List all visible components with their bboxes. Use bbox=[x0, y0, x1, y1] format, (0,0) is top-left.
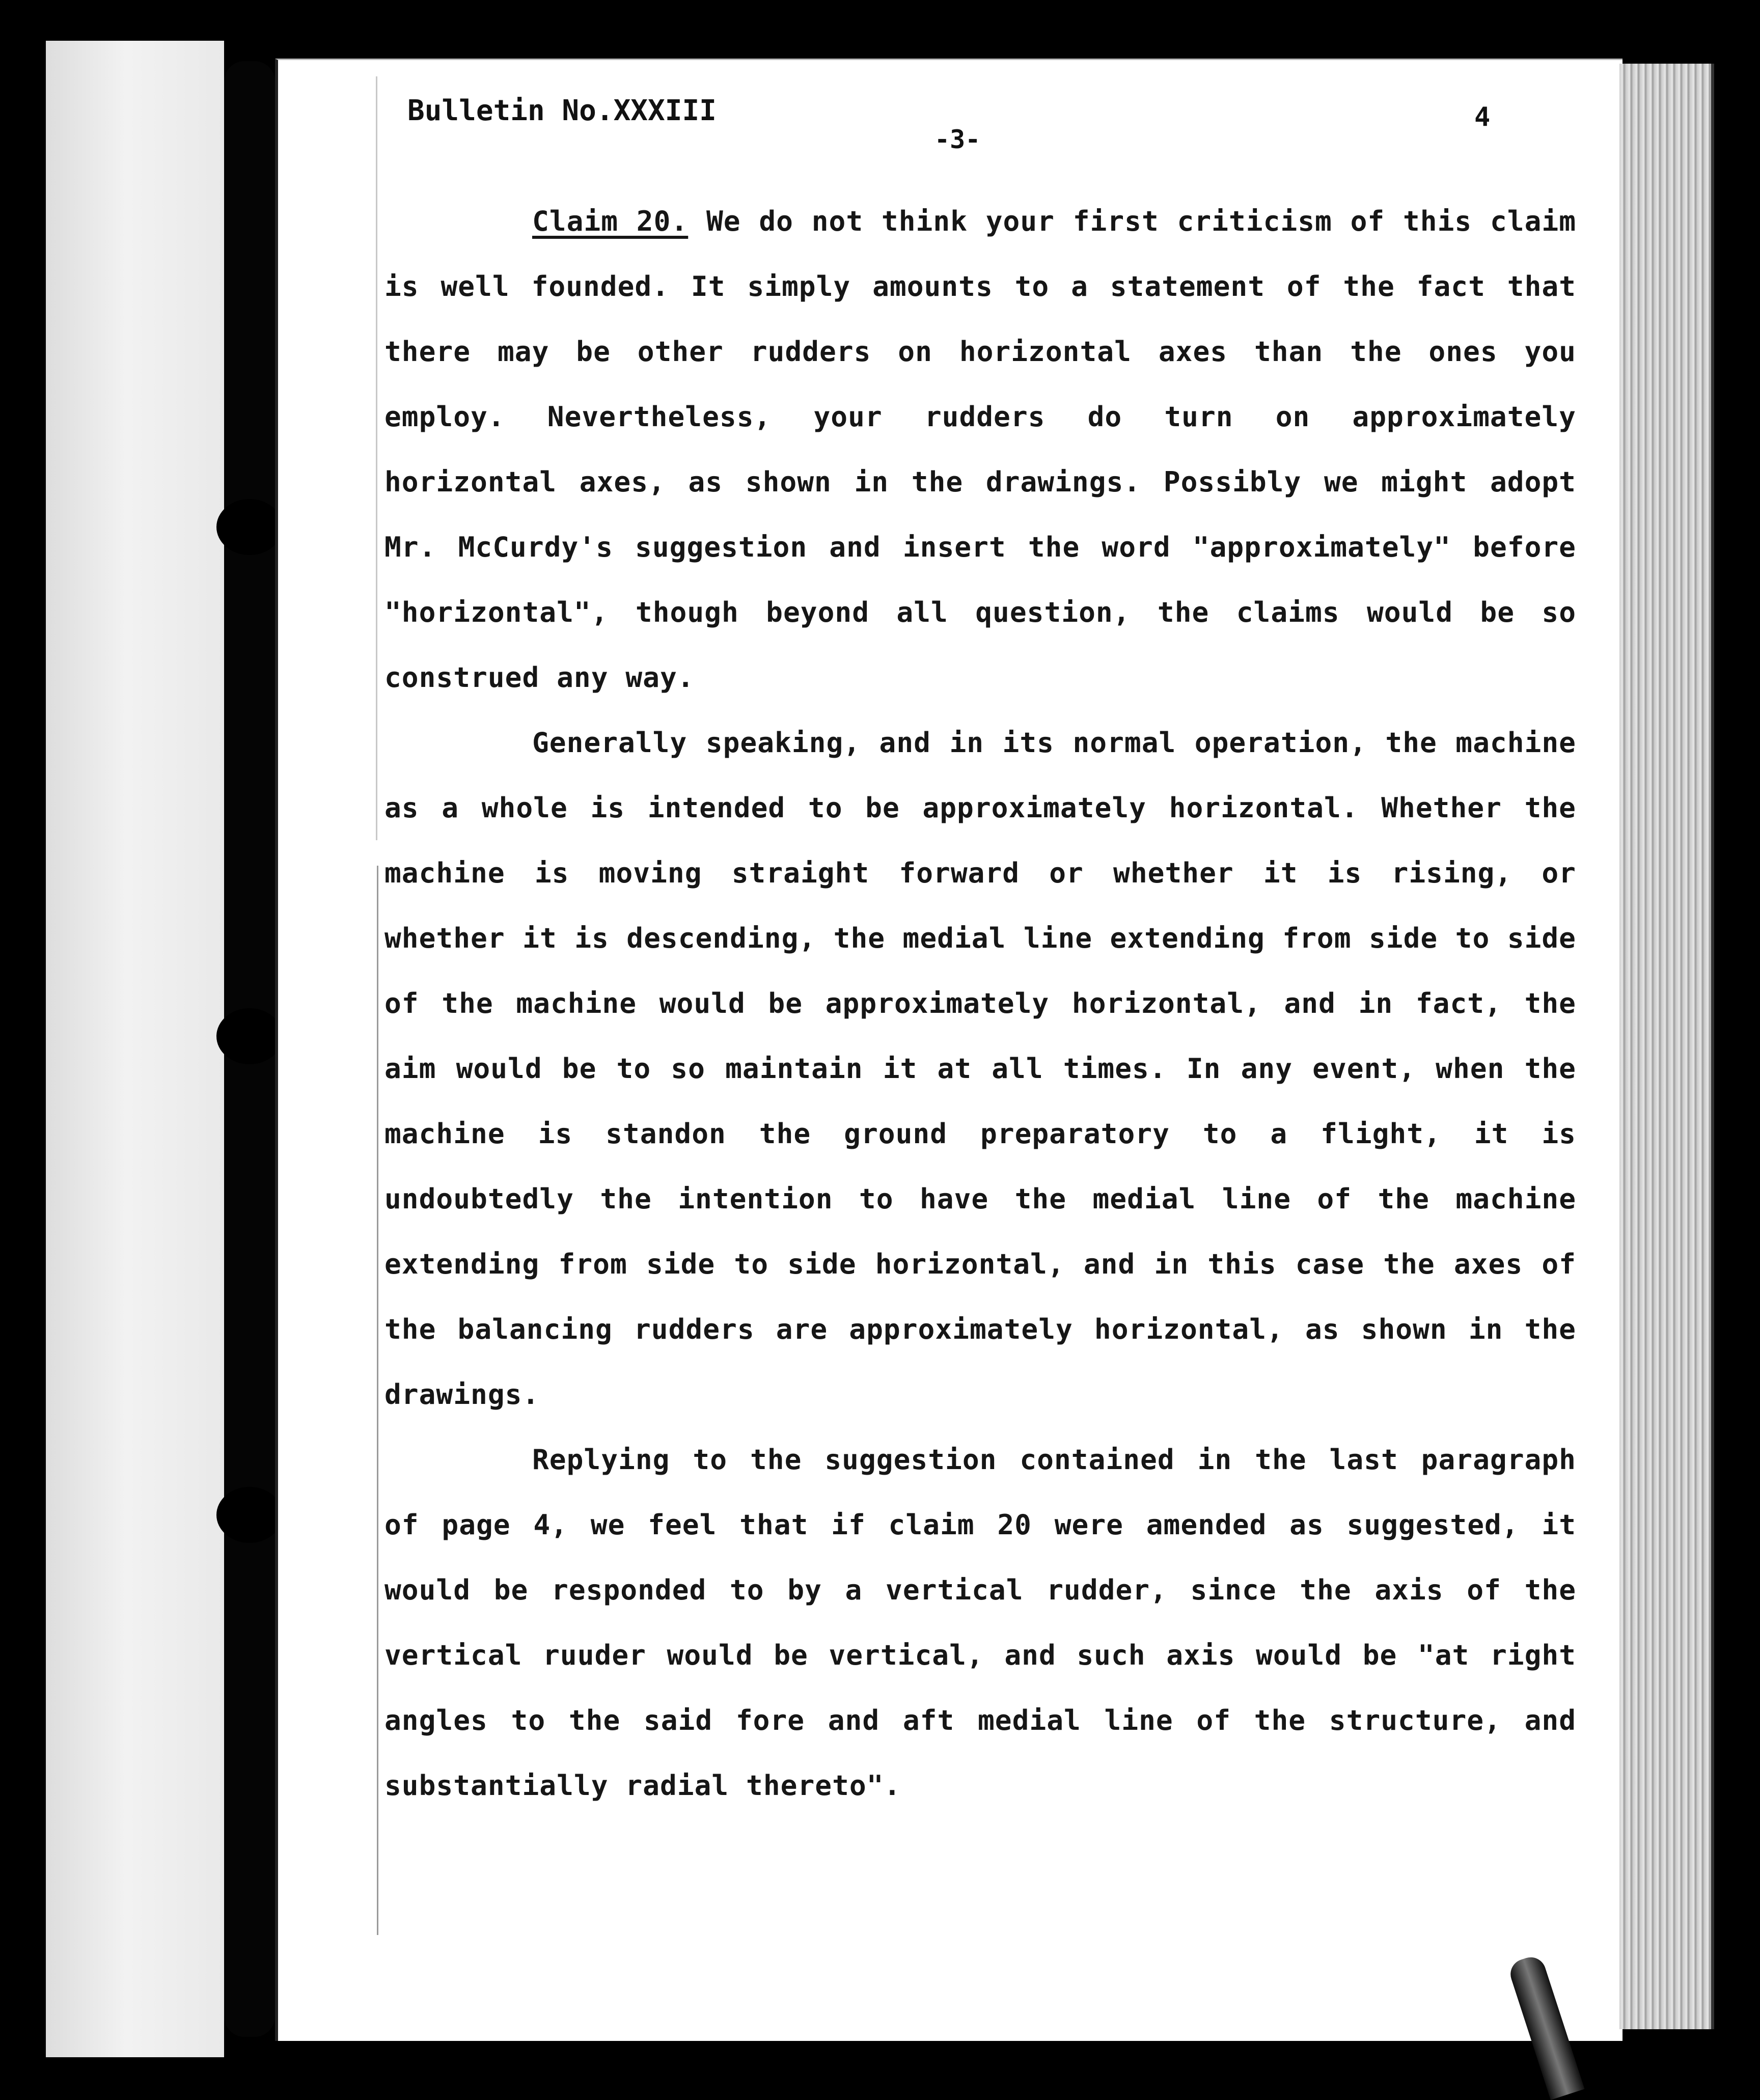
paragraph-3: Replying to the suggestion contained in the last paragraph of page 4, we feel that if claim 20 were amended as suggested, it would be responded to by a vertical rudder, since the axis of the vertical ruuder would be vertical, and such axis would be "at right angles to the said fore and aft medial line of the structure, and substantially radial thereto". bbox=[384, 1443, 1576, 1802]
page-number-corner: 4 bbox=[1474, 102, 1491, 132]
paragraph-1-text: We do not think your first criticism of this claim is well founded. It simply amounts to a statement of the fact that there may be other rudders on horizontal axes than the ones you employ. Nevertheless, your rudders do turn on approximately horizontal axes, as shown in the drawings. Possibly we might adopt Mr. McCurdy's suggestion and insert the word "approximately" before "horizontal", though beyond all question, the claims would be so construed any way. bbox=[384, 205, 1577, 694]
binder-ring-middle bbox=[216, 1008, 283, 1064]
left-gutter bbox=[46, 41, 224, 2057]
paragraph-2: Generally speaking, and in its normal operation, the machine as a whole is intended to be approximately horizontal. Whether the machine is moving straight forward or whether it is rising, or whether it is descending, the medial line extending from side to side of the machine would be approximately horizontal, and in fact, the aim would be to so maintain it at all times. In any event, when the machine is standon the ground preparatory to a flight, it is undoubtedly the intention to have the medial line of the machine extending from side to side horizontal, and in this case the axes of the balancing rudders are approximately horizontal, as shown in the drawings. bbox=[384, 726, 1576, 1411]
binder-ring-bottom bbox=[216, 1487, 283, 1543]
paragraph-1 bbox=[384, 188, 1576, 710]
page-marker: -3- bbox=[934, 125, 981, 154]
margin-rule-upper bbox=[376, 76, 377, 840]
binder-ring-top bbox=[216, 499, 283, 555]
claim-heading: Claim 20. bbox=[532, 205, 689, 237]
page-stack-edges bbox=[1619, 64, 1714, 2029]
margin-rule-lower bbox=[377, 866, 378, 1935]
letter-body bbox=[384, 188, 1576, 1818]
bulletin-header: Bulletin No.XXXIII bbox=[407, 94, 717, 127]
